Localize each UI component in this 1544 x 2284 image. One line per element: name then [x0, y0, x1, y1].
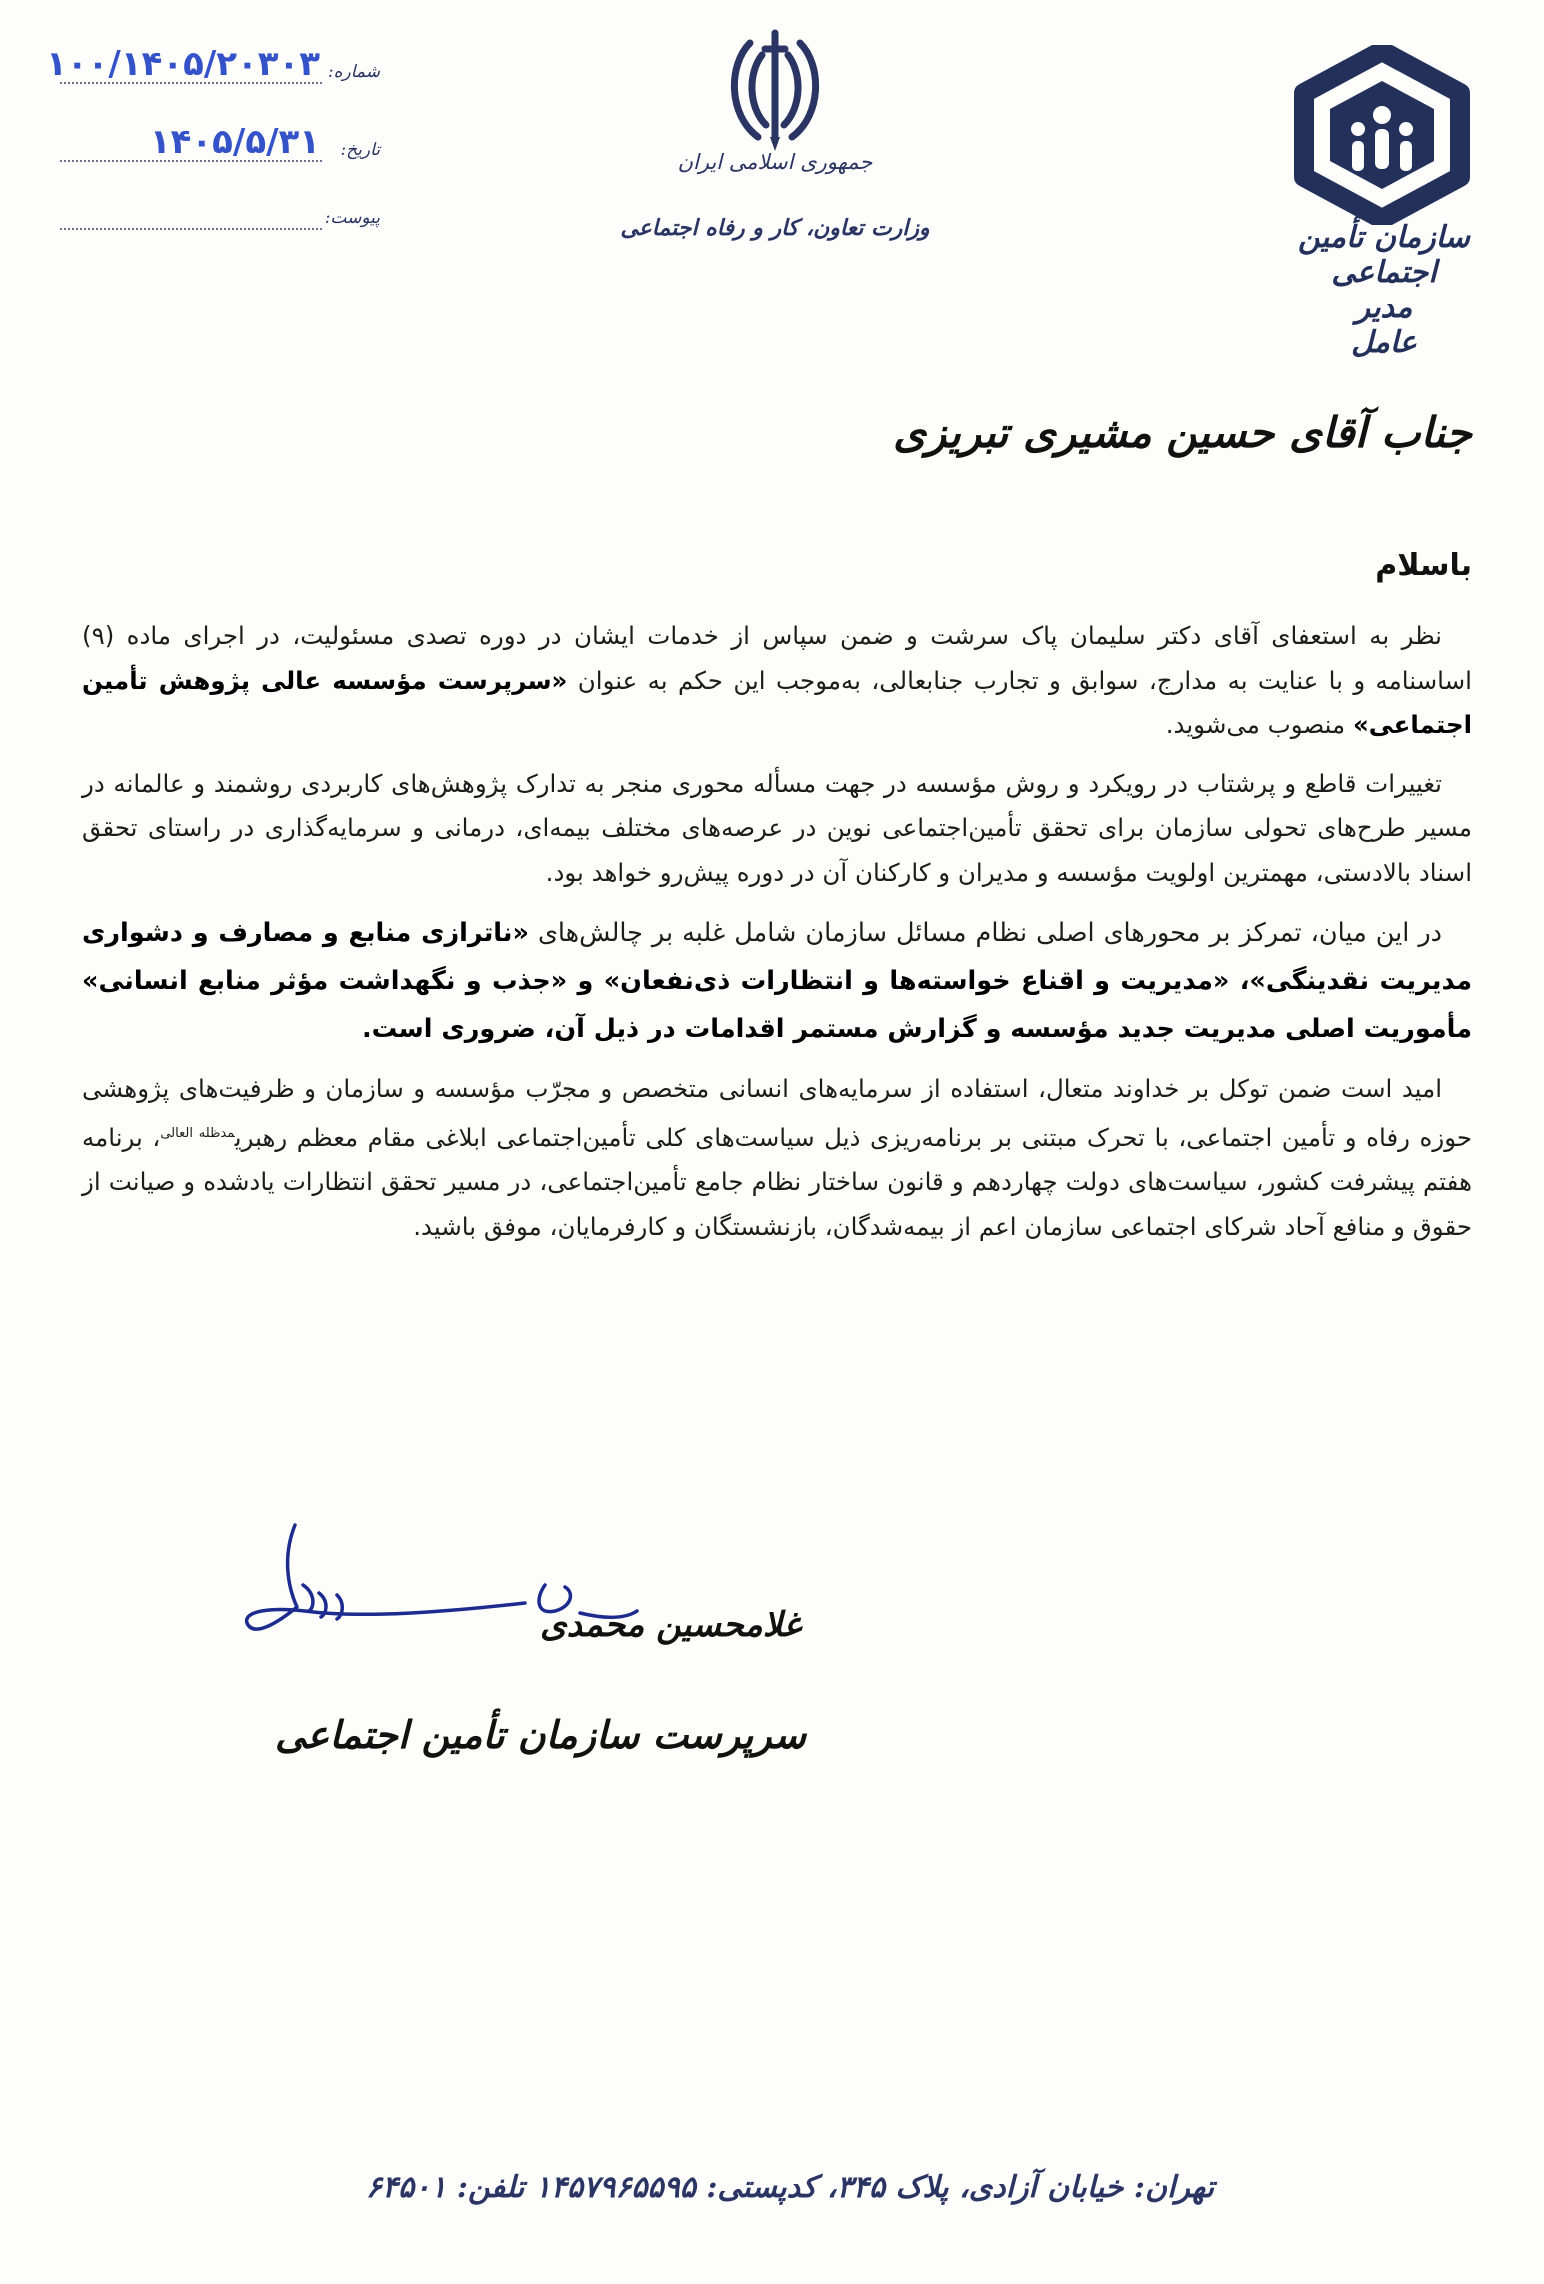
social-security-logo-icon	[1292, 45, 1472, 225]
body-paragraph-2: تغییرات قاطع و پرشتاب در رویکرد و روش مؤسسه در جهت مسأله محوری منجر به تدارک پژوهش‌های کاربردی روشمند و عالمانه در مسیر طرح‌های تحولی سازمان برای تحقق تأمین‌اجتماعی نوین در عرصه‌های مختلف بیمه‌ای، درمانی و سرمایه‌گذاری در راستای تحقق اسناد بالادستی، مهمترین اولویت مؤسسه و مدیران و کارکنان آن در دوره پیش‌رو خواهد بود.	[82, 768, 1472, 887]
letter-attachment-label: پیوست:	[324, 208, 380, 228]
organization-name: سازمان تأمین اجتماعی	[1298, 220, 1470, 290]
letter-body	[82, 614, 1472, 1263]
letter-date-label: تاریخ:	[340, 140, 380, 160]
letter-number-row	[46, 44, 380, 90]
salutation: باسلام	[1375, 548, 1472, 583]
letter-date-row	[60, 122, 380, 168]
body-paragraph-1: نظر به استعفای آقای دکتر سلیمان پاک سرشت و ضمن سپاس از خدمات ایشان در دوره تصدی مسئولیت، در اجرای ماده (۹) اساسنامه و با عنایت به مدارج، سوابق و تجارب جنابعالی، به‌موجب این حکم به عنوان «سرپرست مؤسسه عالی پژوهش تأمین اجتماعی» منصوب می‌شوید.	[82, 621, 1472, 739]
signer-name: غلامحسین محمدی	[540, 1605, 801, 1645]
ministry-name: وزارت تعاون، کار و رفاه اجتماعی	[620, 215, 930, 241]
appointment-title: «سرپرست مؤسسه عالی پژوهش تأمین اجتماعی»	[82, 665, 1472, 739]
body-paragraph-4: امید است ضمن توکل بر خداوند متعال، استفاده از سرمایه‌های انسانی متخصص و مجرّب مؤسسه و سازمان و ظرفیت‌های پژوهشی حوزه رفاه و تأمین اجتماعی، با تحرک مبتنی بر برنامه‌ریزی ذیل سیاست‌های کلی تأمین‌اجتماعی ابلاغی مقام معظم رهبری$^{مدظله العالی}$، برنامه هفتم پیشرفت کشور، سیاست‌های دولت چهاردهم و قانون ساختار نظام جامع تأمین‌اجتماعی، در مسیر تحقق انتظارات یادشده و صیانت از حقوق و منافع آحاد شرکای اجتماعی سازمان اعم از بیمه‌شدگان، بازنشستگان و کارفرمایان، موفق باشید.	[82, 1074, 1472, 1241]
iran-emblem-icon	[720, 25, 830, 155]
body-paragraph-3: در این میان، تمرکز بر محورهای اصلی نظام مسائل سازمان شامل غلبه بر چالش‌های «ناترازی منابع و مصارف و دشواری مدیریت نقدینگی»، «مدیریت و اقناع خواسته‌ها و انتظارات ذی‌نفعان» و «جذب و نگهداشت مؤثر منابع انسانی» مأموریت اصلی مدیریت جدید مؤسسه و گزارش مستمر اقدامات در ذیل آن، ضروری است.	[82, 918, 1472, 1044]
signer-title: سرپرست سازمان تأمین اجتماعی	[275, 1712, 807, 1757]
letter-number-value: ۱۰۰/۱۴۰۵/۲۰۳۰۳	[46, 44, 320, 84]
mission-statement: «ناترازی منابع و مصارف و دشواری مدیریت نقدینگی»، «مدیریت و اقناع خواسته‌ها و انتظارات ذی‌نفعان» و «جذب و نگهداشت مؤثر منابع انسانی» مأموریت اصلی مدیریت جدید مؤسسه و گزارش مستمر اقدامات در ذیل آن، ضروری است.	[82, 918, 1472, 1044]
letter-date-value: ۱۴۰۵/۵/۳۱	[149, 122, 320, 162]
handwritten-signature-icon	[225, 1515, 645, 1685]
addressee: جناب آقای حسین مشیری تبریزی	[893, 408, 1472, 457]
letter-attachment-row	[60, 196, 380, 236]
footer-address: تهران: خیابان آزادی، پلاک ۳۴۵، کدپستی: ۱۴۵۷۹۶۵۵۹۵ تلفن: ۶۴۵۰۱	[365, 2170, 1215, 2205]
letter-number-label: شماره:	[327, 62, 380, 82]
republic-name: جمهوری اسلامی ایران	[677, 150, 873, 174]
honorific-superscript: مدظله العالی	[160, 1125, 235, 1141]
organization-role: مدیر عامل	[1351, 290, 1417, 360]
